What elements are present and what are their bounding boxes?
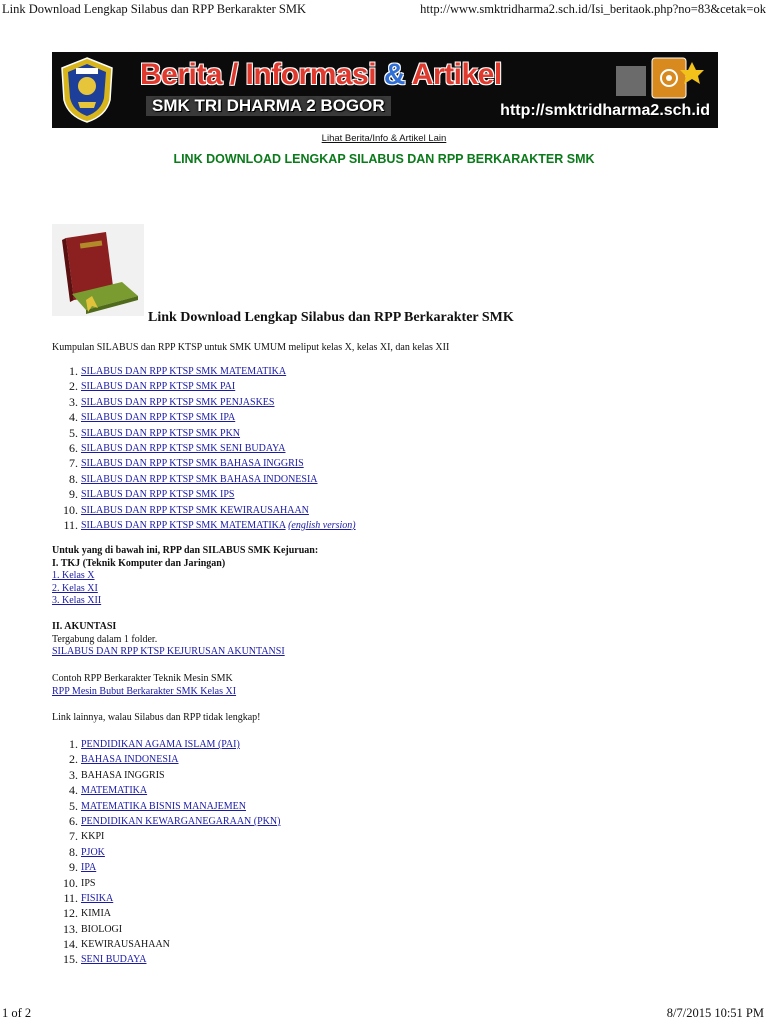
kejuruan-intro: Untuk yang di bawah ini, RPP dan SILABUS SMK Kejuruan: [52, 545, 319, 556]
article-intro: Kumpulan SILABUS dan RPP KTSP untuk SMK UMUM meliput kelas X, kelas XI, dan kelas XII [52, 342, 450, 353]
list-item-number: 10. [63, 502, 78, 517]
address-book-icon [612, 56, 708, 100]
list-item-label: KIMIA [81, 908, 111, 920]
list-item-text [81, 862, 96, 873]
kejuruan-section [52, 545, 318, 608]
page-title: LINK DOWNLOAD LENGKAP SILABUS DAN RPP BERKARAKTER SMK [173, 152, 595, 166]
mesin-section [52, 673, 236, 698]
list-item-number: 5. [69, 425, 78, 440]
list-item-link[interactable]: IPA [81, 862, 97, 874]
list-item-number: 1. [69, 737, 78, 751]
list-item-number: 6. [69, 813, 78, 828]
list-item-number: 1. [69, 364, 78, 378]
page-count: 1 of 2 [2, 1006, 32, 1020]
list-item-text [81, 908, 111, 919]
list-item-number: 15. [63, 952, 78, 967]
list-item-link[interactable]: SILABUS DAN RPP KTSP SMK BAHASA INDONESIA [81, 473, 318, 485]
list-item-link[interactable]: PJOK [81, 846, 105, 858]
site-banner [52, 52, 718, 128]
list-item-text [81, 893, 113, 904]
list-item-text [81, 939, 170, 950]
list-item-text [81, 489, 234, 500]
list-item-number: 6. [69, 440, 78, 455]
list-item-text [81, 381, 235, 392]
list-item-label: BAHASA INGGRIS [81, 769, 165, 781]
list-item-link[interactable]: SILABUS DAN RPP KTSP SMK SENI BUDAYA [81, 442, 286, 454]
school-crest-icon [58, 56, 116, 124]
list-item-text [81, 847, 105, 858]
list-item-number: 4. [69, 783, 78, 798]
mesin-link[interactable]: RPP Mesin Bubut Berkarakter SMK Kelas XI [52, 685, 237, 697]
list-item-text [81, 505, 309, 516]
list-item-number: 5. [69, 798, 78, 813]
list-item-text [81, 474, 318, 485]
list-item-number: 4. [69, 410, 78, 425]
list-item-text [81, 954, 146, 965]
list-item-number: 2. [69, 752, 78, 767]
list-item-text [81, 754, 179, 765]
list-item-link[interactable]: SILABUS DAN RPP KTSP SMK BAHASA INGGRIS [81, 458, 304, 470]
list-item-link[interactable]: MATEMATIKA BISNIS MANAJEMEN [81, 800, 247, 812]
banner-url: http://smktridharma2.sch.id [500, 102, 710, 119]
list-item-link[interactable]: MATEMATIKA [81, 785, 148, 797]
print-header [0, 0, 768, 18]
list-item-number: 11. [63, 890, 78, 905]
list-item-text [81, 924, 122, 935]
mesin-note: Contoh RPP Berkarakter Teknik Mesin SMK [52, 673, 233, 684]
list-item-number: 8. [69, 471, 78, 486]
print-header-title: Link Download Lengkap Silabus dan RPP Berkarakter SMK [2, 2, 307, 16]
list-item-number: 2. [69, 379, 78, 394]
banner-school-name: SMK TRI DHARMA 2 BOGOR [146, 96, 391, 116]
tkj-heading: I. TKJ (Teknik Komputer dan Jaringan) [52, 557, 226, 569]
banner-title: Berita / Informasi & Artikel [140, 58, 502, 91]
list-item-number: 3. [69, 394, 78, 409]
list-item-text [81, 520, 356, 531]
list-item-link[interactable]: SILABUS DAN RPP KTSP SMK MATEMATIKA [81, 519, 286, 531]
list-item-suffix[interactable]: (english version) [288, 519, 356, 531]
list-item-text [81, 428, 240, 439]
akuntansi-section [52, 621, 285, 659]
akuntansi-note: Tergabung dalam 1 folder. [52, 633, 158, 645]
list-item-link[interactable]: FISIKA [81, 892, 114, 904]
list-item-link[interactable]: BAHASA INDONESIA [81, 754, 179, 766]
akuntansi-link[interactable]: SILABUS DAN RPP KTSP KEJURUSAN AKUNTANSI [52, 646, 285, 658]
list-item-link[interactable]: PENDIDIKAN AGAMA ISLAM (PAI) [81, 739, 240, 750]
list-item-link[interactable]: SILABUS DAN RPP KTSP SMK KEWIRAUSAHAAN [81, 504, 309, 516]
list-item-text [81, 458, 304, 469]
list-item-text [81, 397, 274, 408]
list-item-link[interactable]: SILABUS DAN RPP KTSP SMK IPS [81, 489, 235, 501]
list-item-number: 9. [69, 860, 78, 875]
tkj-link-kelas-xii[interactable]: 3. Kelas XII [52, 595, 102, 607]
other-links-intro: Link lainnya, walau Silabus dan RPP tidak lengkap! [52, 712, 261, 723]
list-item-text [81, 831, 104, 842]
print-header-url: http://www.smktridharma2.sch.id/Isi_beritaok.php?no=83&cetak=ok [420, 2, 766, 16]
book-icon [52, 224, 144, 316]
list-item-text [81, 366, 286, 377]
tkj-link-kelas-x[interactable]: 1. Kelas X [52, 570, 95, 582]
list-item-number: 10. [63, 875, 78, 890]
other-articles-link[interactable]: Lihat Berita/Info & Artikel Lain [321, 133, 447, 144]
tkj-link-kelas-xi[interactable]: 2. Kelas XI [52, 582, 98, 594]
list-item-text [81, 816, 280, 827]
list-item-number: 7. [69, 456, 78, 471]
print-datetime: 8/7/2015 10:51 PM [666, 1006, 764, 1020]
list-item-text [81, 739, 240, 750]
list-item-text [81, 785, 147, 796]
list-item-link[interactable]: PENDIDIKAN KEWARGANEGARAAN (PKN) [81, 815, 281, 827]
list-item-text [81, 412, 235, 423]
list-item-label: KKPI [81, 831, 105, 843]
list-item-label: KEWIRAUSAHAAN [81, 939, 170, 951]
list-item-link[interactable]: SILABUS DAN RPP KTSP SMK MATEMATIKA [81, 366, 287, 377]
list-item-text [81, 443, 286, 454]
list-item-text [81, 801, 246, 812]
list-item-number: 8. [69, 844, 78, 859]
akuntansi-heading: II. AKUNTASI [52, 621, 117, 632]
print-footer [0, 1004, 768, 1024]
list-item-text [81, 878, 95, 889]
list-item-number: 12. [63, 906, 78, 921]
list-item-link[interactable]: SILABUS DAN RPP KTSP SMK PAI [81, 381, 236, 393]
list-item-link[interactable]: SENI BUDAYA [81, 954, 147, 966]
list-item-number: 11. [63, 517, 78, 532]
list-item-number: 3. [69, 767, 78, 782]
list-item-label: IPS [81, 877, 96, 889]
list-item-link[interactable]: SILABUS DAN RPP KTSP SMK PENJASKES [81, 396, 275, 408]
list-item-link[interactable]: SILABUS DAN RPP KTSP SMK IPA [81, 412, 236, 424]
list-item-number: 9. [69, 487, 78, 502]
list-item-number: 14. [63, 937, 78, 952]
list-item-number: 7. [69, 829, 78, 844]
article-title: Link Download Lengkap Silabus dan RPP Berkarakter SMK [148, 310, 514, 325]
list-item-number: 13. [63, 921, 78, 936]
list-item-link[interactable]: SILABUS DAN RPP KTSP SMK PKN [81, 427, 241, 439]
list-item-label: BIOLOGI [81, 923, 123, 935]
list-item-text [81, 770, 165, 781]
